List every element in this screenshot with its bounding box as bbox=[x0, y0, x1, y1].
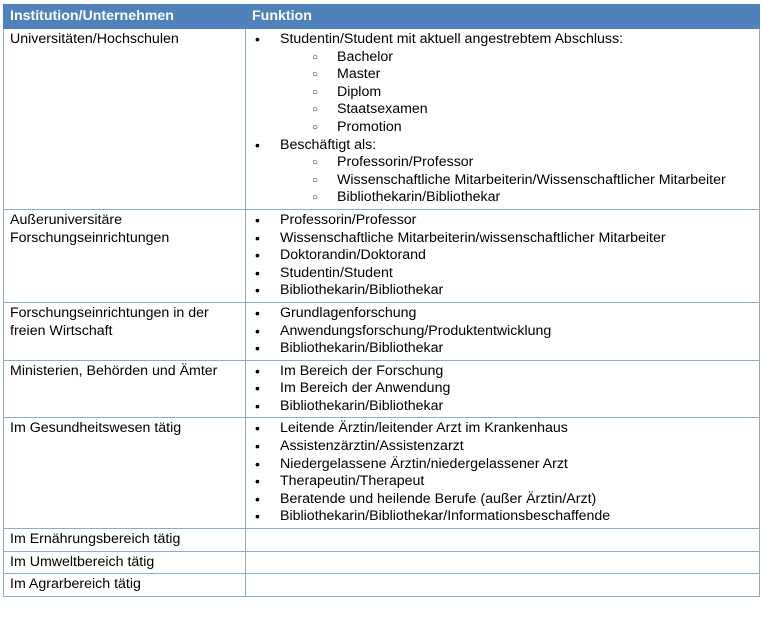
function-cell bbox=[246, 574, 760, 597]
table-row bbox=[4, 418, 760, 529]
function-item bbox=[252, 230, 753, 248]
function-cell bbox=[246, 529, 760, 552]
function-item-label: Im Bereich der Forschung bbox=[280, 362, 444, 379]
function-item-label: Bibliothekarin/Bibliothekar/Informationsbeschaffende bbox=[280, 508, 611, 525]
function-item bbox=[252, 363, 753, 381]
institution-cell: Im Ernährungsbereich tätig bbox=[4, 529, 246, 552]
function-item-label: Wissenschaftliche Mitarbeiterin/wissenschaftlicher Mitarbeiter bbox=[280, 229, 666, 246]
sub-item: ○ Bibliothekarin/Bibliothekar bbox=[280, 189, 753, 207]
function-item bbox=[252, 323, 753, 341]
function-cell bbox=[246, 209, 760, 302]
sub-item: ○ Wissenschaftliche Mitarbeiterin/Wissenschaftlicher Mitarbeiter bbox=[280, 172, 753, 190]
header-row bbox=[4, 5, 760, 29]
function-item bbox=[252, 420, 753, 438]
function-cell bbox=[246, 360, 760, 418]
sub-item: ○ Diplom bbox=[280, 84, 753, 102]
function-item-label: Anwendungsforschung/Produktentwicklung bbox=[280, 322, 552, 339]
sub-list bbox=[280, 154, 753, 207]
table-row bbox=[4, 574, 760, 597]
function-item bbox=[252, 137, 753, 207]
sub-list bbox=[280, 49, 753, 137]
function-list bbox=[252, 212, 753, 300]
table-row bbox=[4, 529, 760, 552]
function-item-label: Studentin/Student mit aktuell angestrebtem Abschluss: bbox=[280, 31, 624, 47]
function-cell bbox=[246, 302, 760, 360]
function-item-label: Bibliothekarin/Bibliothekar bbox=[280, 397, 444, 414]
function-item-label: Niedergelassene Ärztin/niedergelassener Arzt bbox=[280, 455, 568, 472]
function-item-label: Im Bereich der Anwendung bbox=[280, 380, 451, 397]
function-item bbox=[252, 305, 753, 323]
institution-cell: Universitäten/Hochschulen bbox=[4, 29, 246, 210]
header-function: Funktion bbox=[246, 5, 760, 29]
function-item bbox=[252, 456, 753, 474]
function-item bbox=[252, 438, 753, 456]
table-row bbox=[4, 29, 760, 210]
function-item-label: Therapeutin/Therapeut bbox=[280, 473, 425, 490]
function-item bbox=[252, 398, 753, 416]
institution-cell: Im Umweltbereich tätig bbox=[4, 551, 246, 574]
header-institution: Institution/Unternehmen bbox=[4, 5, 246, 29]
table-row bbox=[4, 360, 760, 418]
institution-cell: Außeruniversitäre Forschungseinrichtungen bbox=[4, 209, 246, 302]
function-item bbox=[252, 282, 753, 300]
function-item-label: Grundlagenforschung bbox=[280, 304, 417, 321]
function-list bbox=[252, 420, 753, 526]
function-item bbox=[252, 491, 753, 509]
function-item-label: Beratende und heilende Berufe (außer Ärztin/Arzt) bbox=[280, 490, 597, 507]
function-item bbox=[252, 473, 753, 491]
sub-item: ○ Bachelor bbox=[280, 49, 753, 67]
sub-item: ○ Master bbox=[280, 66, 753, 84]
function-item-label: Bibliothekarin/Bibliothekar bbox=[280, 282, 444, 299]
function-item-label: Studentin/Student bbox=[280, 264, 393, 281]
sub-item: ○ Professorin/Professor bbox=[280, 154, 753, 172]
institution-cell: Im Gesundheitswesen tätig bbox=[4, 418, 246, 529]
function-list bbox=[252, 31, 753, 207]
function-item-label: Assistenzärztin/Assistenzarzt bbox=[280, 438, 464, 455]
sub-item: ○ Staatsexamen bbox=[280, 101, 753, 119]
function-item-label: Doktorandin/Doktorand bbox=[280, 247, 426, 264]
function-cell bbox=[246, 29, 760, 210]
function-item-label: Beschäftigt als: bbox=[280, 136, 377, 153]
function-item bbox=[252, 380, 753, 398]
sub-item: ○ Promotion bbox=[280, 119, 753, 137]
function-cell bbox=[246, 418, 760, 529]
institution-cell: Forschungseinrichtungen in der freien Wirtschaft bbox=[4, 302, 246, 360]
function-list bbox=[252, 305, 753, 358]
table-body bbox=[4, 29, 760, 597]
function-cell bbox=[246, 551, 760, 574]
institution-function-table bbox=[3, 4, 760, 597]
function-list bbox=[252, 363, 753, 416]
function-item-label: Bibliothekarin/Bibliothekar bbox=[280, 340, 444, 357]
table-row bbox=[4, 302, 760, 360]
function-item-label: Professorin/Professor bbox=[280, 211, 417, 228]
institution-cell: Im Agrarbereich tätig bbox=[4, 574, 246, 597]
function-item bbox=[252, 265, 753, 283]
table-row bbox=[4, 551, 760, 574]
function-item bbox=[252, 212, 753, 230]
function-item bbox=[252, 508, 753, 526]
function-item bbox=[252, 247, 753, 265]
table-row bbox=[4, 209, 760, 302]
institution-cell: Ministerien, Behörden und Ämter bbox=[4, 360, 246, 418]
function-item bbox=[252, 340, 753, 358]
function-item bbox=[252, 31, 753, 137]
function-item-label: Leitende Ärztin/leitender Arzt im Krankenhaus bbox=[280, 420, 568, 437]
